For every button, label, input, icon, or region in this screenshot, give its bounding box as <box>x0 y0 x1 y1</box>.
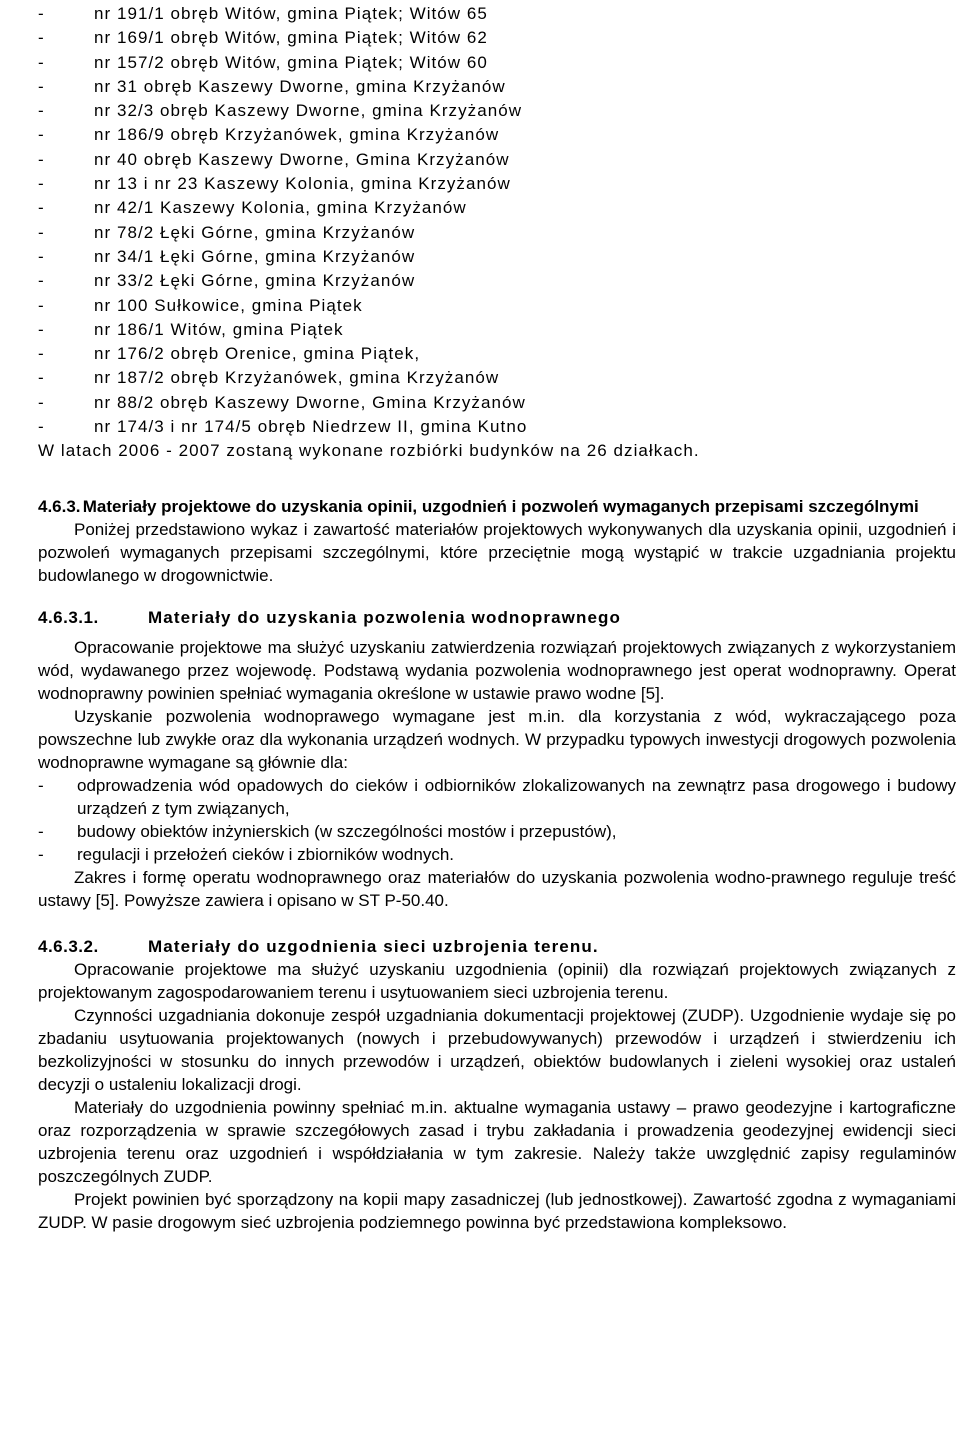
parcel-text: nr 169/1 obręb Witów, gmina Piątek; Witów 62 <box>94 28 488 48</box>
list-dash: - <box>38 295 45 315</box>
parcel-text: nr 186/9 obręb Krzyżanówek, gmina Krzyżanów <box>94 125 500 145</box>
list-item <box>38 26 956 50</box>
list-item <box>38 843 956 866</box>
parcel-text: nr 187/2 obręb Krzyżanówek, gmina Krzyżanów <box>94 368 500 388</box>
list-item <box>38 2 956 26</box>
paragraph: Uzyskanie pozwolenia wodnoprawego wymagane jest m.in. dla korzystania z wód, wykraczającego poza powszechne lub zwykłe oraz dla wykonania urządzeń wodnych. W przypadku typowych inwestycji drogowych pozwolenia wodnoprawne wymagane są głównie dla: <box>38 706 956 772</box>
parcel-text: nr 13 i nr 23 Kaszewy Kolonia, gmina Krzyżanów <box>94 174 511 194</box>
section-title: Materiały do uzgodnienia sieci uzbrojenia terenu. <box>148 936 599 956</box>
list-dash: - <box>38 4 45 23</box>
list-item-text: odprowadzenia wód opadowych do cieków i odbiorników zlokalizowanych na zewnątrz pasa drogowego i budowy urządzeń z tym związanych, <box>77 775 956 818</box>
parcel-text: nr 32/3 obręb Kaszewy Dworne, gmina Krzyżanów <box>94 101 523 121</box>
list-item-text: regulacji i przełożeń cieków i zbiorników wodnych. <box>77 844 455 864</box>
demolition-summary: W latach 2006 - 2007 zostaną wykonane rozbiórki budynków na 26 działkach. <box>38 441 700 461</box>
list-dash: - <box>38 344 45 364</box>
section-heading-4-6-3 <box>38 495 956 518</box>
paragraph: Czynności uzgadniania dokonuje zespół uzgadniania dokumentacji projektowej (ZUDP). Uzgodnienie wydaje się po zbadaniu usytuowania projektowanych (nowych i przebudowywanych) przewodów i urządzeń i stwierdzeniu ich bezkolizyjności w stosunku do innych przewodów i urządzeń, obiektów budowlanych i zieleni wysokiej oraz ustaleń decyzji o ustaleniu lokalizacji drogi. <box>38 1005 956 1094</box>
list-item <box>38 123 956 147</box>
parcel-text: nr 78/2 Łęki Górne, gmina Krzyżanów <box>94 222 416 242</box>
paragraph: Zakres i formę operatu wodnoprawnego oraz materiałów do uzyskania pozwolenia wodno-prawnego reguluje treść ustawy [5]. Powyższe zawiera i opisano w ST P-50.40. <box>38 867 956 910</box>
parcel-text: nr 191/1 obręb Witów, gmina Piątek; Witów 65 <box>94 4 488 23</box>
list-item <box>38 51 956 75</box>
document-page <box>38 0 956 1234</box>
list-dash: - <box>38 246 45 266</box>
list-dash: - <box>38 271 45 291</box>
list-dash: - <box>38 101 45 121</box>
parcel-text: nr 88/2 obręb Kaszewy Dworne, Gmina Krzyżanów <box>94 392 526 412</box>
list-dash: - <box>38 368 45 388</box>
section-number: 4.6.3.1. <box>38 607 99 627</box>
parcel-text: nr 33/2 Łęki Górne, gmina Krzyżanów <box>94 271 416 291</box>
permit-purpose-list <box>38 774 956 866</box>
list-item <box>38 196 956 220</box>
list-dash: - <box>38 28 45 48</box>
list-dash: - <box>38 174 45 194</box>
paragraph: Materiały do uzgodnienia powinny spełniać m.in. aktualne wymagania ustawy – prawo geodezyjne i kartograficzne oraz rozporządzenia w sprawie szczegółowych zasad i trybu zakładania i prowadzenia geodezyjnej ewidencji sieci uzbrojenia terenu oraz uzgodnień i współdziałania w tym zakresie. Należy także uwzględnić zapisy regulaminów poszczególnych ZUDP. <box>38 1097 956 1186</box>
list-item <box>38 415 956 439</box>
list-item <box>38 366 956 390</box>
parcel-text: nr 176/2 obręb Orenice, gmina Piątek, <box>94 344 421 364</box>
parcel-text: nr 42/1 Kaszewy Kolonia, gmina Krzyżanów <box>94 198 467 218</box>
list-item <box>38 342 956 366</box>
parcel-text: nr 100 Sułkowice, gmina Piątek <box>94 295 363 315</box>
list-dash: - <box>38 844 44 864</box>
list-dash: - <box>38 222 45 242</box>
parcel-text: nr 31 obręb Kaszewy Dworne, gmina Krzyżanów <box>94 76 506 96</box>
list-dash: - <box>38 319 45 339</box>
paragraph: Opracowanie projektowe ma służyć uzyskaniu uzgodnienia (opinii) dla rozwiązań projektowych związanych z projektowanym zagospodarowaniem terenu i usytuowaniem sieci uzbrojenia terenu. <box>38 959 956 1002</box>
parcel-text: nr 34/1 Łęki Górne, gmina Krzyżanów <box>94 246 416 266</box>
section-heading-4-6-3-2 <box>38 935 956 958</box>
parcel-text: nr 157/2 obręb Witów, gmina Piątek; Witów 60 <box>94 52 488 72</box>
list-item <box>38 820 956 843</box>
section-number: 4.6.3.2. <box>38 936 99 956</box>
parcel-list <box>38 0 956 439</box>
section-heading-4-6-3-1 <box>38 606 956 629</box>
list-dash: - <box>38 392 45 412</box>
list-item <box>38 172 956 196</box>
list-item <box>38 99 956 123</box>
list-item <box>38 221 956 245</box>
parcel-text: nr 174/3 i nr 174/5 obręb Niedrzew II, gmina Kutno <box>94 417 528 437</box>
section-title: Materiały projektowe do uzyskania opinii, uzgodnień i pozwoleń wymaganych przepisami szczególnymi <box>82 496 919 516</box>
list-item <box>38 245 956 269</box>
parcel-text: nr 40 obręb Kaszewy Dworne, Gmina Krzyżanów <box>94 149 510 169</box>
list-item <box>38 294 956 318</box>
list-item <box>38 318 956 342</box>
list-dash: - <box>38 76 45 96</box>
list-dash: - <box>38 125 45 145</box>
section-title: Materiały do uzyskania pozwolenia wodnoprawnego <box>148 607 621 627</box>
list-dash: - <box>38 149 45 169</box>
parcel-text: nr 186/1 Witów, gmina Piątek <box>94 319 344 339</box>
list-dash: - <box>38 52 45 72</box>
list-item <box>38 774 956 820</box>
list-item <box>38 148 956 172</box>
list-item-text: budowy obiektów inżynierskich (w szczególności mostów i przepustów), <box>77 821 617 841</box>
list-item <box>38 75 956 99</box>
list-dash: - <box>38 821 44 841</box>
paragraph: Opracowanie projektowe ma służyć uzyskaniu zatwierdzenia rozwiązań projektowych związanych z wykorzystaniem wód, wydawanego przez wojewodę. Podstawą wydania pozwolenia wodnoprawnego jest operat wodnoprawny. Operat wodnoprawny powinien spełniać wymagania określone w ustawie prawo wodne [5]. <box>38 637 956 703</box>
list-item <box>38 269 956 293</box>
section-number: 4.6.3. <box>38 496 81 516</box>
section-intro-paragraph: Poniżej przedstawiono wykaz i zawartość materiałów projektowych wykonywanych dla uzyskania opinii, uzgodnień i pozwoleń wymaganych przepisami szczególnymi, które przeciętnie mogą wystąpić w trakcie uzgadniania projektu budowlanego w drogownictwie. <box>38 519 956 585</box>
list-dash: - <box>38 775 44 795</box>
list-dash: - <box>38 417 45 437</box>
list-dash: - <box>38 198 45 218</box>
list-item <box>38 391 956 415</box>
paragraph: Projekt powinien być sporządzony na kopii mapy zasadniczej (lub jednostkowej). Zawartość zgodna z wymaganiami ZUDP. W pasie drogowym sieć uzbrojenia podziemnego powinna być przedstawiona kompleksowo. <box>38 1189 956 1232</box>
